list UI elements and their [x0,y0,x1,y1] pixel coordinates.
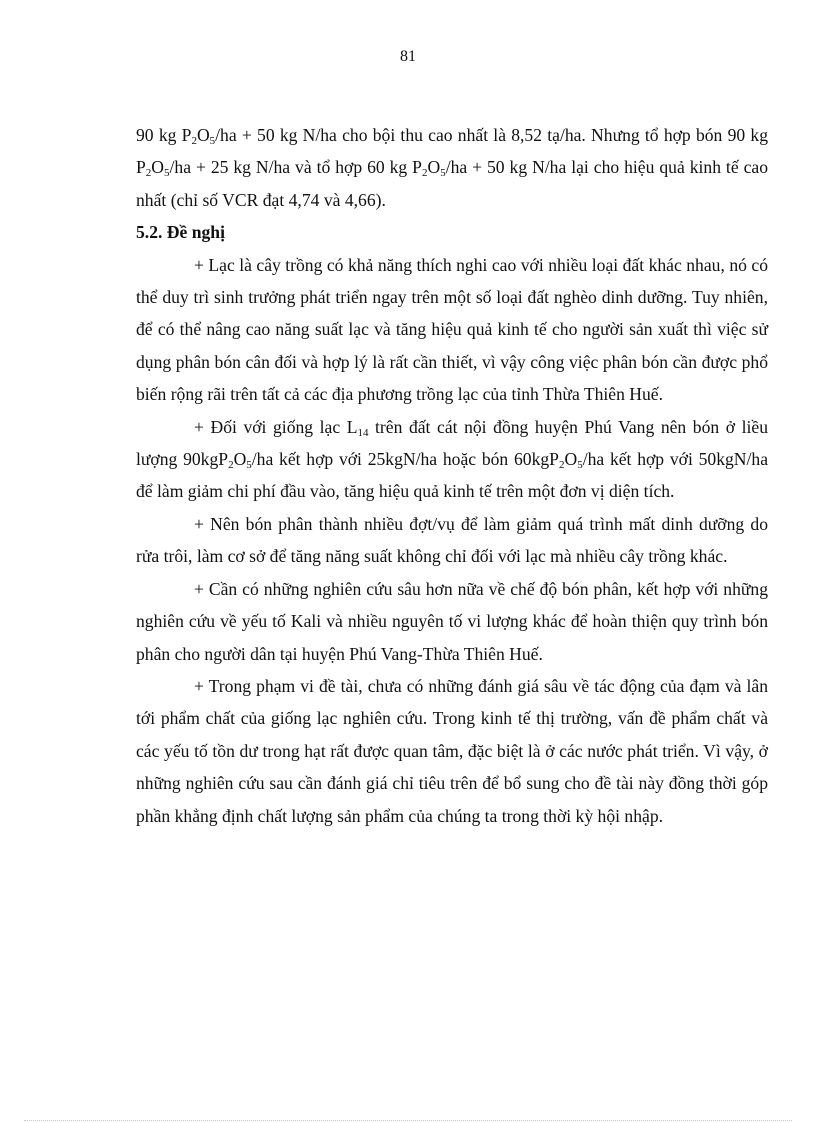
paragraph-recommendation-1: + Lạc là cây trồng có khả năng thích nghi cao với nhiều loại đất khác nhau, nó có thể duy trì sinh trưởng phát triển ngay trên một số loại đất nghèo dinh dưỡng. Tuy nhiên, để có thể nâng cao năng suất lạc và tăng hiệu quả kinh tế cho người sản xuất thì việc sử dụng phân bón cân đối và hợp lý là rất cần thiết, vì vậy công việc phân bón cần được phổ biến rộng rãi trên tất cả các địa phương trồng lạc của tỉnh Thừa Thiên Huế. [136,254,768,405]
paragraph-recommendation-3: + Nên bón phân thành nhiều đợt/vụ để làm giảm quá trình mất dinh dưỡng do rửa trôi, làm cơ sở để tăng năng suất không chỉ đối với lạc mà nhiều cây trồng khác. [136,513,768,567]
section-heading: 5.2. Đề nghị [136,222,225,243]
page-number: 81 [400,48,416,65]
page-bottom-border [24,1120,792,1121]
paragraph-recommendation-2: + Đối với giống lạc $L_{14}$ trên đất cát nội đồng huyện Phú Vang nên bón ở liều lượng $90kgP_2O_5/ha$ kết hợp với 25kgN/ha hoặc bón $60kgP_2O_5/ha$ kết hợp với 50kgN/ha để làm giảm chi phí đầu vào, tăng hiệu quả kinh tế trên một đơn vị diện tích. [136,416,769,502]
paragraph-recommendation-4: + Cần có những nghiên cứu sâu hơn nữa về chế độ bón phân, kết hợp với những nghiên cứu về yếu tố Kali và nhiều nguyên tố vi lượng khác để hoàn thiện quy trình bón phân cho người dân tại huyện Phú Vang-Thừa Thiên Huế. [136,578,768,664]
paragraph-conclusion: 90 kg $P_2O_5/ha + 50$ kg N/ha cho bội thu cao nhất là 8,52 tạ/ha. Nhưng tổ hợp bón 90 kg $P_2O_5/ha + 25$ kg N/ha và tổ hợp 60 kg $P_2O_5/ha + 50$ kg N/ha lại cho hiệu quả kinh tế cao nhất (chỉ số VCR đạt 4,74 và 4,66). [136,125,768,210]
paragraph-recommendation-5: + Trong phạm vi đề tài, chưa có những đánh giá sâu về tác động của đạm và lân tới phẩm chất của giống lạc nghiên cứu. Trong kinh tế thị trường, vấn đề phẩm chất và các yếu tố tồn dư trong hạt rất được quan tâm, đặc biệt là ở các nước phát triển. Vì vậy, ở những nghiên cứu sau cần đánh giá chỉ tiêu trên để bổ sung cho đề tài này đồng thời góp phần khẳng định chất lượng sản phẩm của chúng ta trong thời kỳ hội nhập. [136,675,768,826]
page-body [136,119,768,832]
